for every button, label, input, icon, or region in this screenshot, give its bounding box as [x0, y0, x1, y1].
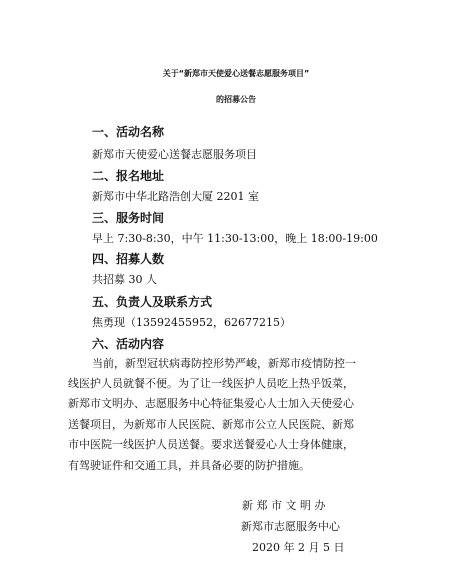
document-title-line-1: 关于“新郑市天使爱心送餐志愿服务项目” — [162, 69, 310, 78]
activity-content-line-1: 当前，新型冠状病毒防控形势严峻，新郑市疫情防控一 — [92, 357, 356, 370]
section-heading-registration-address: 二、报名地址 — [92, 169, 165, 183]
activity-content-line-3: 新郑市文明办、志愿服务中心特征集爱心人士加入天使爱心 — [68, 397, 354, 410]
section-content-activity-name: 新郑市天使爱心送餐志愿服务项目 — [92, 148, 257, 161]
section-heading-activity-content: 六、活动内容 — [92, 337, 165, 351]
activity-content-line-5: 市中医院一线医护人员送餐。要求送餐爱心人士身体健康， — [68, 438, 354, 451]
document-title-line-2: 的招募公告 — [216, 95, 256, 104]
section-content-recruit-count: 共招募 30 人 — [92, 273, 157, 286]
section-content-registration-address: 新郑市中华北路浩创大厦 2201 室 — [92, 190, 259, 203]
section-heading-service-time: 三、服务时间 — [92, 211, 165, 225]
section-heading-contact: 五、负责人及联系方式 — [92, 295, 213, 309]
section-heading-recruit-count: 四、招募人数 — [92, 252, 165, 266]
activity-content-line-2: 线医护人员就餐不便。为了让一线医护人员吃上热乎饭菜， — [68, 377, 354, 390]
section-content-contact: 焦勇现（13592455952，62677215） — [92, 316, 291, 329]
activity-content-line-6: 有驾驶证件和交通工具，并具备必要的防护措施。 — [68, 459, 310, 472]
activity-content-line-4: 送餐项目，为新郑市人民医院、新郑市公立人民医院、新郑 — [68, 418, 354, 431]
section-content-service-time: 早上 7:30-8:30，中午 11:30-13:00，晚上 18:00-19:00 — [92, 232, 378, 245]
signature-date: 2020 年 2 月 5 日 — [252, 541, 345, 554]
signature-civilization-office: 新 郑 市 文 明 办 — [242, 499, 326, 512]
signature-volunteer-center: 新郑市志愿服务中心 — [241, 520, 340, 533]
section-heading-activity-name: 一、活动名称 — [92, 125, 165, 139]
